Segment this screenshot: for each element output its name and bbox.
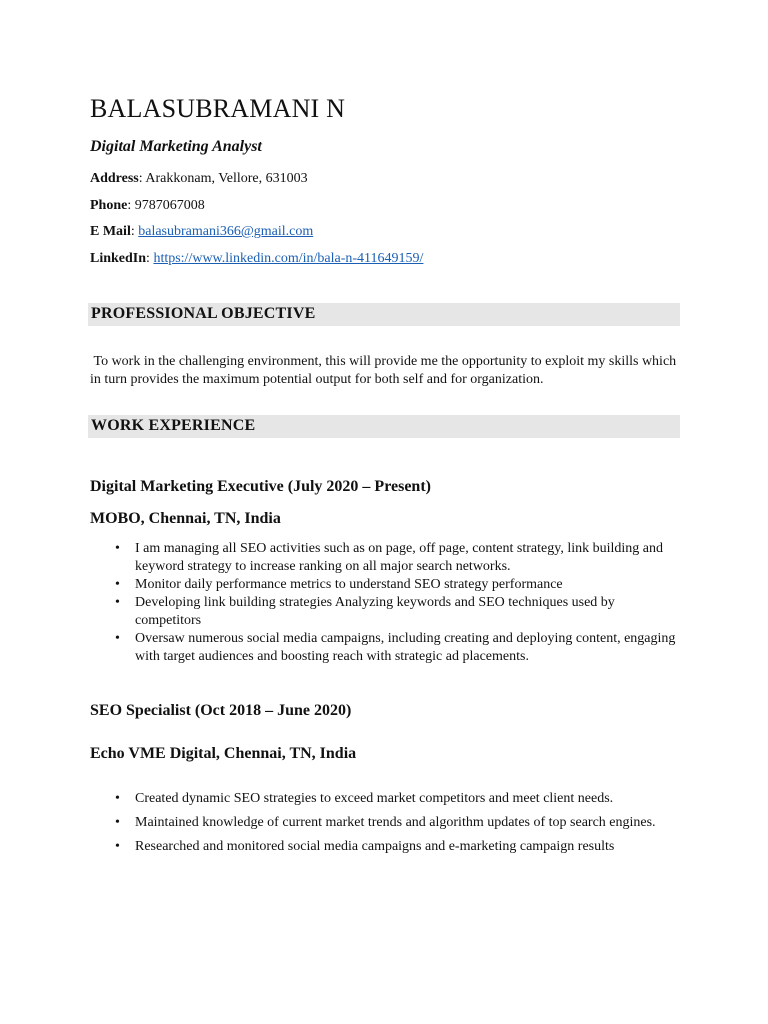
linkedin-separator: : <box>146 251 154 266</box>
candidate-name: BALASUBRAMANI N <box>90 94 346 123</box>
job-bullet-list <box>90 790 680 856</box>
phone-line <box>90 197 205 215</box>
address-line <box>90 170 308 188</box>
experience-heading: WORK EXPERIENCE <box>91 417 256 434</box>
bullet-icon: • <box>115 595 120 610</box>
job-company: Echo VME Digital, Chennai, TN, India <box>90 745 357 762</box>
linkedin-line <box>90 250 423 268</box>
list-item <box>90 576 680 594</box>
phone-label: Phone <box>90 198 128 213</box>
list-item <box>90 814 680 832</box>
objective-text: To work in the challenging environment, this will provide me the opportunity to exploit my skills which in turn provides the maximum potential output for both self and for organization. <box>90 354 680 387</box>
bullet-text: Researched and monitored social media campaigns and e-marketing campaign results <box>135 839 615 854</box>
bullet-icon: • <box>115 577 120 592</box>
bullet-icon: • <box>115 631 120 646</box>
job-role: SEO Specialist (Oct 2018 – June 2020) <box>90 702 352 719</box>
phone-value: : 9787067008 <box>127 198 205 213</box>
email-separator: : <box>130 224 139 239</box>
bullet-text: Monitor daily performance metrics to understand SEO strategy performance <box>135 577 563 592</box>
objective-heading: PROFESSIONAL OBJECTIVE <box>91 305 316 322</box>
job-company: MOBO, Chennai, TN, India <box>90 510 281 527</box>
linkedin-label: LinkedIn <box>90 251 147 266</box>
candidate-title: Digital Marketing Analyst <box>90 138 262 155</box>
list-item <box>90 838 680 856</box>
bullet-icon: • <box>115 541 120 556</box>
bullet-icon: • <box>115 815 120 830</box>
list-item <box>90 790 680 808</box>
list-item <box>90 630 680 666</box>
job-bullet-list <box>90 540 680 666</box>
job-role: Digital Marketing Executive (July 2020 – Present) <box>90 478 431 495</box>
objective-section-header <box>88 303 680 326</box>
address-label: Address <box>90 171 139 186</box>
bullet-icon: • <box>115 791 120 806</box>
bullet-text: Oversaw numerous social media campaigns, including creating and deploying content, engaging with target audiences and boosting reach with strategic ad placements. <box>135 631 676 664</box>
bullet-text: Created dynamic SEO strategies to exceed market competitors and meet client needs. <box>135 791 614 806</box>
bullet-text: I am managing all SEO activities such as on page, off page, content strategy, link building and keyword strategy to increase ranking on all major search networks. <box>135 541 663 574</box>
list-item <box>90 540 680 576</box>
email-line <box>90 223 313 241</box>
list-item <box>90 594 680 630</box>
bullet-text: Developing link building strategies Analyzing keywords and SEO techniques used by competitors <box>135 595 615 628</box>
experience-section-header <box>88 415 680 438</box>
email-link[interactable]: balasubramani366@gmail.com <box>138 224 314 239</box>
bullet-text: Maintained knowledge of current market trends and algorithm updates of top search engines. <box>135 815 656 830</box>
bullet-icon: • <box>115 839 120 854</box>
email-label: E Mail <box>90 224 131 239</box>
address-value: : Arakkonam, Vellore, 631003 <box>138 171 308 186</box>
linkedin-link[interactable]: https://www.linkedin.com/in/bala-n-411649159/ <box>153 251 424 266</box>
